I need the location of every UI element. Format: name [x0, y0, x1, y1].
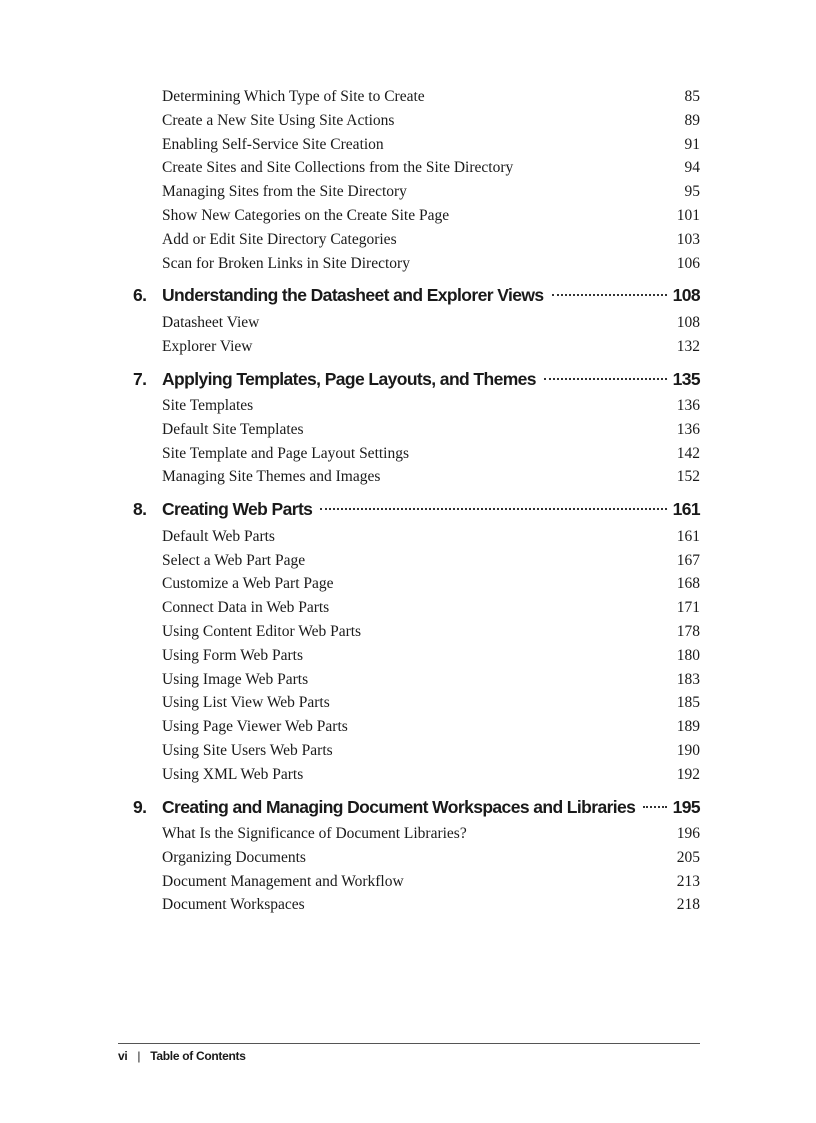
toc-section-entry	[162, 313, 700, 333]
section-title: Enabling Self-Service Site Creation	[162, 135, 384, 153]
section-page-number: 136	[676, 420, 700, 438]
section-title: Document Workspaces	[162, 896, 305, 914]
chapter-page-number: 195	[672, 796, 700, 817]
toc-section-entry	[162, 598, 700, 618]
section-title: Using Content Editor Web Parts	[162, 622, 362, 640]
section-title: Show New Categories on the Create Site Page	[162, 207, 450, 224]
section-page-number: 185	[676, 694, 700, 712]
footer-rule	[118, 1043, 700, 1044]
toc-section-entry	[162, 693, 700, 713]
section-page-number: 171	[676, 599, 700, 617]
section-title: Create a New Site Using Site Actions	[162, 111, 395, 129]
dot-leader	[544, 378, 667, 380]
toc-section-entry	[162, 622, 700, 642]
toc-section-entry	[162, 420, 700, 440]
section-page-number: 152	[676, 468, 700, 486]
section-title: Managing Site Themes and Images	[162, 468, 381, 486]
section-title: Managing Sites from the Site Directory	[162, 183, 407, 201]
section-title: Datasheet View	[162, 313, 260, 331]
section-title: Customize a Web Part Page	[162, 575, 334, 593]
section-page-number: 167	[676, 551, 700, 569]
section-page-number: 95	[684, 183, 700, 201]
section-page-number: 192	[676, 765, 700, 783]
section-page-number: 136	[676, 397, 700, 414]
toc-section-entry	[162, 824, 700, 844]
section-page-number: 91	[684, 135, 700, 153]
chapter-number: 8.	[133, 499, 147, 520]
section-page-number: 196	[676, 825, 700, 842]
toc-section-entry	[162, 337, 700, 357]
section-page-number: 106	[676, 254, 700, 272]
page-footer	[118, 1047, 246, 1065]
section-title: Document Management and Workflow	[162, 872, 404, 890]
section-page-number: 205	[676, 848, 700, 866]
toc-section-entry	[162, 254, 700, 274]
section-title: What Is the Significance of Document Libraries?	[162, 825, 467, 842]
section-page-number: 103	[676, 230, 700, 248]
footer-separator: |	[137, 1049, 141, 1063]
toc-section-entry	[162, 741, 700, 761]
section-title: Determining Which Type of Site to Create	[162, 88, 425, 105]
toc-section-entry	[162, 527, 700, 547]
toc-section-entry	[162, 551, 700, 571]
toc-section-entry	[162, 646, 700, 666]
section-page-number: 213	[676, 872, 700, 890]
section-title: Select a Web Part Page	[162, 551, 306, 569]
section-title: Scan for Broken Links in Site Directory	[162, 254, 410, 272]
section-page-number: 180	[676, 646, 700, 664]
section-page-number: 218	[676, 896, 700, 914]
section-title: Organizing Documents	[162, 848, 306, 866]
chapter-title: Creating and Managing Document Workspaces and Libraries	[162, 796, 636, 817]
section-title: Using Form Web Parts	[162, 646, 303, 664]
dot-leader	[643, 806, 666, 808]
toc-section-entry	[162, 182, 700, 202]
dot-leader	[552, 294, 667, 296]
toc-chapter-entry	[133, 795, 700, 819]
section-title: Using XML Web Parts	[162, 765, 304, 783]
section-title: Using Page Viewer Web Parts	[162, 718, 348, 736]
toc-section-entry	[162, 111, 700, 131]
toc-section-entry	[162, 135, 700, 155]
toc-section-entry	[162, 895, 700, 915]
section-page-number: 189	[676, 718, 700, 736]
toc-chapter-entry	[133, 283, 700, 307]
footer-page-number: vi	[118, 1049, 128, 1063]
chapter-number: 7.	[133, 368, 147, 389]
toc-section-entry	[162, 230, 700, 250]
section-title: Connect Data in Web Parts	[162, 599, 330, 617]
section-title: Create Sites and Site Collections from the Site Directory	[162, 159, 514, 177]
toc-section-entry	[162, 396, 700, 416]
toc-section-entry	[162, 765, 700, 785]
section-title: Using Site Users Web Parts	[162, 741, 333, 759]
section-page-number: 168	[676, 575, 700, 593]
chapter-title: Creating Web Parts	[162, 499, 313, 520]
section-page-number: 94	[684, 159, 700, 177]
toc-section-entry	[162, 206, 700, 226]
dot-leader	[320, 508, 666, 510]
toc-section-entry	[162, 872, 700, 892]
section-title: Default Web Parts	[162, 527, 275, 545]
section-page-number: 183	[676, 670, 700, 688]
section-page-number: 85	[684, 88, 700, 105]
section-page-number: 132	[676, 337, 700, 355]
section-page-number: 101	[676, 207, 700, 224]
chapter-page-number: 108	[672, 285, 700, 306]
section-page-number: 178	[676, 622, 700, 640]
chapter-page-number: 161	[672, 499, 700, 520]
section-title: Add or Edit Site Directory Categories	[162, 230, 397, 248]
section-title: Using List View Web Parts	[162, 694, 330, 712]
section-title: Site Template and Page Layout Settings	[162, 444, 410, 462]
section-page-number: 161	[676, 527, 700, 545]
section-page-number: 190	[676, 741, 700, 759]
section-title: Site Templates	[162, 397, 254, 414]
chapter-number: 6.	[133, 285, 147, 306]
toc-section-entry	[162, 467, 700, 487]
footer-label: Table of Contents	[150, 1049, 246, 1063]
toc-section-entry	[162, 574, 700, 594]
chapter-number: 9.	[133, 796, 147, 817]
section-title: Default Site Templates	[162, 420, 304, 438]
section-page-number: 108	[676, 313, 700, 331]
toc-chapter-entry	[133, 497, 700, 521]
chapter-title: Understanding the Datasheet and Explorer Views	[162, 285, 544, 306]
toc-chapter-entry	[133, 367, 700, 391]
chapter-title: Applying Templates, Page Layouts, and Themes	[162, 368, 536, 389]
section-page-number: 142	[676, 444, 700, 462]
toc-section-entry	[162, 717, 700, 737]
section-page-number: 89	[684, 111, 700, 129]
toc-section-entry	[162, 670, 700, 690]
toc-section-entry	[162, 158, 700, 178]
toc-section-entry	[162, 444, 700, 464]
toc-section-entry	[162, 87, 700, 107]
section-title: Explorer View	[162, 337, 253, 355]
chapter-page-number: 135	[672, 368, 700, 389]
toc-section-entry	[162, 848, 700, 868]
section-title: Using Image Web Parts	[162, 670, 309, 688]
